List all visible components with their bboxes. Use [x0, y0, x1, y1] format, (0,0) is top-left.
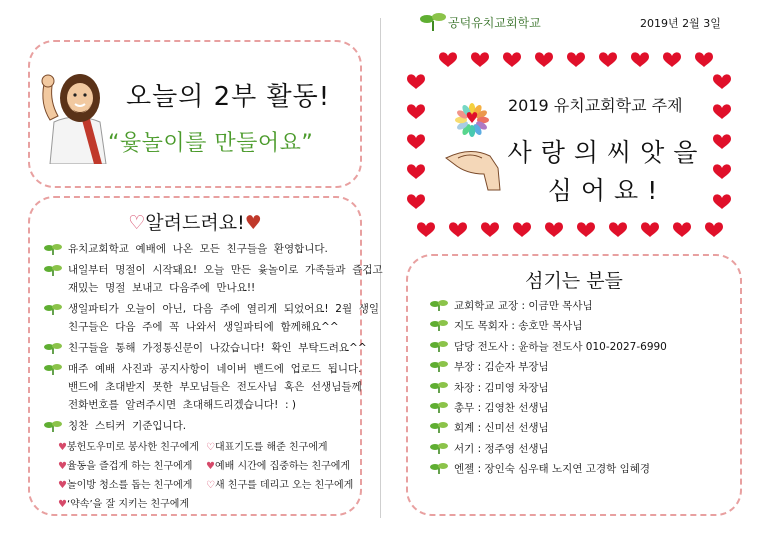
notice-item-text: 유치교회학교 예배에 나온 모든 친구들을 환영합니다.	[68, 243, 328, 255]
heart-icon	[713, 74, 731, 89]
sticker-criterion	[58, 495, 206, 514]
heart-icon	[407, 104, 425, 119]
heart-icon	[449, 222, 467, 237]
heart-icon	[439, 52, 457, 67]
staff-item	[430, 296, 735, 316]
heart-icon	[503, 52, 521, 67]
staff-item	[430, 357, 735, 377]
sprout-icon	[430, 462, 448, 474]
heart-icon	[407, 74, 425, 89]
heart-icon	[713, 104, 731, 119]
heart-icon	[407, 134, 425, 149]
staff-item	[430, 316, 735, 336]
heart-icon: ♥	[58, 480, 67, 491]
heart-icon	[609, 222, 627, 237]
theme-title: 2019 유치교회학교 주제	[508, 96, 683, 115]
notice-item	[44, 417, 356, 435]
sprout-icon	[430, 360, 448, 372]
heart-icon	[407, 164, 425, 179]
activity-subtitle: “윷놀이를 만들어요”	[108, 131, 314, 156]
heart-icon	[535, 52, 553, 67]
sprout-icon	[44, 342, 62, 354]
sprout-icon	[430, 381, 448, 393]
staff-item	[430, 418, 735, 438]
staff-item-text: 부장 : 김순자 부장님	[454, 361, 549, 374]
notice-item	[44, 300, 380, 336]
sticker-row	[58, 495, 358, 514]
notice-list	[44, 240, 383, 438]
staff-box	[406, 254, 742, 516]
heart-icon	[417, 222, 435, 237]
staff-item-text: 회계 : 신미선 선생님	[454, 422, 549, 435]
staff-item	[430, 337, 735, 357]
heart-icon: ♥	[58, 461, 67, 472]
heart-icon	[545, 222, 563, 237]
sprout-icon	[430, 401, 448, 413]
staff-item	[430, 378, 735, 398]
staff-item-text: 서기 : 정주영 선생님	[454, 442, 549, 455]
sprout-icon	[430, 319, 448, 331]
heart-icon	[631, 52, 649, 67]
seed-hand-icon	[440, 98, 504, 194]
jesus-cartoon-icon	[36, 64, 116, 164]
heart-icon: ♥	[206, 461, 215, 472]
issue-date: 2019년 2월 3일	[640, 17, 721, 30]
activity-title: 오늘의 2부 활동!	[126, 82, 331, 112]
notice-title	[30, 208, 360, 235]
staff-item-text: 엔젤 : 장인숙 심우태 노지연 고경학 임혜경	[454, 463, 650, 476]
sprout-icon	[430, 442, 448, 454]
notice-item-text: 칭찬 스티커 기준입니다.	[68, 420, 187, 432]
staff-item-text: 담당 전도사 : 윤하늘 전도사 010-2027-6990	[454, 340, 667, 353]
sticker-row	[58, 457, 358, 476]
heart-icon: ♡	[206, 480, 215, 491]
theme-main-text	[496, 134, 718, 210]
staff-item	[430, 398, 735, 418]
heart-icon: ♡	[206, 442, 215, 453]
sprout-icon	[430, 421, 448, 433]
notice-title-text: 알려드려요!	[145, 212, 245, 234]
heart-icon	[705, 222, 723, 237]
staff-title: 섬기는 분들	[525, 270, 623, 292]
sprout-icon	[44, 264, 62, 276]
staff-list	[430, 296, 735, 480]
sticker-criterion-text: 율동을 즐겁게 하는 친구에게	[66, 461, 193, 472]
sticker-row	[58, 476, 358, 495]
sticker-criterion	[58, 438, 206, 457]
heart-icon	[673, 222, 691, 237]
heart-icon	[513, 222, 531, 237]
sprout-icon	[430, 299, 448, 311]
sprout-icon	[44, 363, 62, 375]
heart-icon	[481, 222, 499, 237]
heart-icon	[599, 52, 617, 67]
sticker-row	[58, 438, 358, 457]
notice-item-text: 매주 예배 사진과 공지사항이 네이버 밴드에 업로드 됩니다. 밴드에 초대받지 못한 부모님들은 전도사님 혹은 선생님들께 전화번호를 알려주시면 초대해드리겠습니다! : )	[68, 363, 362, 411]
sticker-criterion-text: ‘약속’을 잘 지키는 친구에게	[66, 499, 190, 510]
heart-icon	[663, 52, 681, 67]
theme-line-2: 심어요!	[547, 176, 667, 205]
sticker-criteria-list	[58, 438, 358, 514]
sticker-criterion-text: 놀이방 청소를 돕는 친구에게	[66, 480, 193, 491]
heart-icon: ♥	[58, 442, 67, 453]
heart-icon	[641, 222, 659, 237]
staff-item-text: 차장 : 김미영 차장님	[454, 381, 549, 394]
sticker-criterion	[58, 476, 206, 495]
sticker-criterion	[206, 438, 354, 457]
school-logo-icon	[420, 12, 446, 32]
notice-item	[44, 360, 362, 414]
sticker-criterion-text: 봉헌도우미로 봉사한 친구에게	[66, 442, 199, 453]
sprout-icon	[430, 340, 448, 352]
sticker-criterion-text: 대표기도를 해준 친구에게	[214, 442, 328, 453]
notice-item	[44, 240, 356, 258]
staff-item-text: 교회학교 교장 : 이금만 목사님	[454, 300, 593, 312]
heart-outline-icon: ♡	[128, 212, 146, 234]
sticker-criterion-text: 예배 시간에 집중하는 친구에게	[214, 461, 351, 472]
heart-icon: ♥	[58, 499, 67, 510]
school-name: 공덕유치교회학교	[448, 16, 541, 30]
notice-box	[28, 196, 383, 516]
theme-line-1: 사랑의씨앗을	[507, 138, 707, 167]
notice-item	[44, 261, 383, 297]
staff-item-text: 지도 목회자 : 송호만 목사님	[454, 320, 583, 333]
sprout-icon	[44, 303, 62, 315]
sticker-criterion	[206, 457, 354, 476]
heart-icon	[567, 52, 585, 67]
notice-item-text: 내일부터 명절이 시작돼요! 오늘 만든 윷놀이로 가족들과 즐겁고 재밌는 명절 보내고 다음주에 만나요!!	[68, 264, 383, 294]
heart-icon	[471, 52, 489, 67]
sticker-criterion	[58, 457, 206, 476]
sticker-criterion	[206, 476, 354, 495]
sticker-criterion-text: 새 친구를 데리고 오는 친구에게	[214, 480, 354, 491]
notice-item	[44, 339, 367, 357]
sprout-icon	[44, 420, 62, 432]
staff-item	[430, 439, 735, 459]
heart-icon	[577, 222, 595, 237]
notice-item-text: 생일파티가 오늘이 아닌, 다음 주에 열리게 되었어요! 2월 생일 친구들은 다음 주에 꼭 나와서 생일파티에 함께해요^^	[68, 303, 380, 333]
staff-item	[430, 459, 735, 479]
heart-icon	[407, 194, 425, 209]
staff-item-text: 총무 : 김영찬 선생님	[454, 402, 549, 415]
notice-item-text: 친구들을 통해 가정통신문이 나갔습니다! 확인 부탁드려요^^	[68, 342, 367, 354]
heart-icon	[695, 52, 713, 67]
activity-box	[28, 40, 362, 188]
sprout-icon	[44, 243, 62, 255]
heart-filled-icon: ♥	[244, 212, 262, 234]
